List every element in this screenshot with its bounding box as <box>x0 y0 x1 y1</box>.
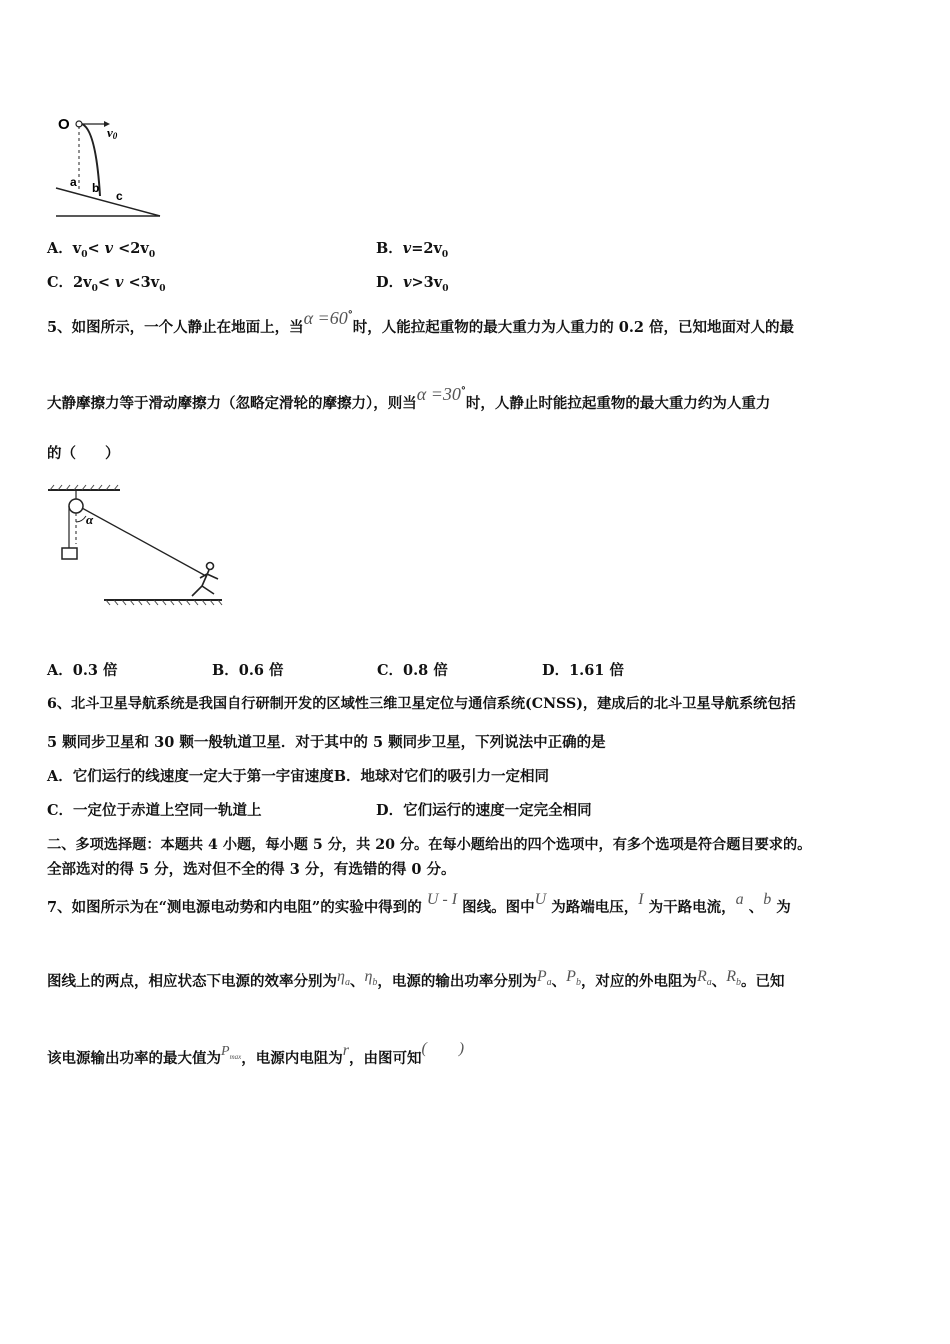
q4-option-d: D．$v>3v_0$ <box>376 274 449 294</box>
label-b: b <box>92 181 100 195</box>
label-v0: v0 <box>107 125 118 141</box>
q4-option-b: B．$v=2v_0$ <box>376 240 449 260</box>
label-o: O <box>58 116 70 133</box>
q6-option-c: C．一定位于赤道上空同一轨道上 <box>47 802 262 819</box>
incline-slope <box>56 188 160 216</box>
q7-line-3: 该电源输出功率的最大值为$P_{max}$，电源内电阻为r，由图可知( ) <box>47 1040 465 1067</box>
label-c: c <box>116 189 123 203</box>
q5-option-c: C．0.8 倍 <box>377 662 448 679</box>
q6-line-2: 5 颗同步卫星和 30 颗一般轨道卫星．对于其中的 5 颗同步卫星，下列说法中正确的是 <box>47 734 606 751</box>
q5-line-1: 5、如图所示，一个人静止在地面上，当α =60°时，人能拉起重物的最大重力为人重力的 0.2 倍，已知地面对人的最 <box>47 308 795 336</box>
weight <box>62 548 77 559</box>
q4-option-c: C．$2v_0< v <3v_0$ <box>47 274 166 294</box>
q4-option-a: A．$v_0< v <2v_0$ <box>47 240 156 260</box>
q4-projectile-figure <box>52 110 167 222</box>
section2-line-1: 二、多项选择题：本题共 4 小题，每小题 5 分，共 20 分。在每小题给出的四个选项中，有多个选项是符合题目要求的。 <box>47 837 812 853</box>
q5-option-d: D．1.61 倍 <box>542 662 624 679</box>
pulley <box>69 499 83 513</box>
person-icon <box>192 563 218 597</box>
section2-line-2: 全部选对的得 5 分，选对但不全的得 3 分，有选错的得 0 分。 <box>47 861 456 878</box>
q5-pulley-figure <box>44 482 229 612</box>
q6-option-d: D．它们运行的速度一定完全相同 <box>376 802 592 819</box>
q7-line-1: 7、如图所示为在“测电源电动势和内电阻”的实验中得到的 U - I 图线。图中U 为路端电压，I 为干路电流，a 、b 为 <box>47 891 791 916</box>
q6-line-1: 6、北斗卫星导航系统是我国自行研制开发的区域性三维卫星定位与通信系统(CNSS)，建成后的北斗卫星导航系统包括 <box>47 696 796 712</box>
q7-line-2: 图线上的两点，相应状态下电源的效率分别为$\eta_a$、$\eta_b$，电源的输出功率分别为$P_a$、$P_b$，对应的外电阻为$R_a$、$R_b$。已知 <box>47 968 785 990</box>
q5-line-2: 大静摩擦力等于滑动摩擦力（忽略定滑轮的摩擦力），则当α =30°时，人静止时能拉起重物的最大重力约为人重力 <box>47 384 771 412</box>
q5-option-b: B．0.6 倍 <box>212 662 284 679</box>
q5-line-3: 的（ ） <box>47 445 120 462</box>
alpha-label: α <box>86 512 94 527</box>
q6-options-ab: A．它们运行的线速度一定大于第一宇宙速度B．地球对它们的吸引力一定相同 <box>47 768 550 785</box>
label-a: a <box>70 175 77 189</box>
pull-rope <box>82 508 206 576</box>
q5-option-a: A．0.3 倍 <box>47 662 118 679</box>
alpha-arc <box>76 516 86 522</box>
